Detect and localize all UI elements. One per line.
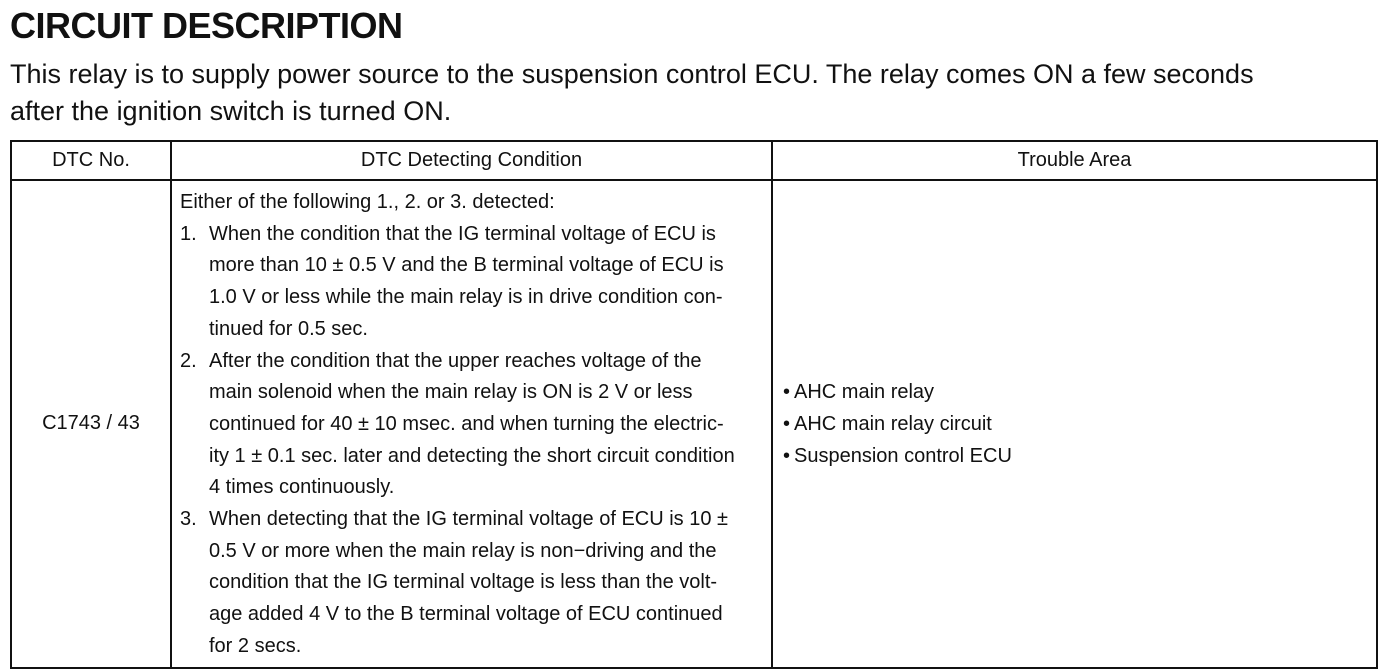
condition-line: age added 4 V to the B terminal voltage of ECU continued bbox=[209, 603, 723, 626]
condition-list bbox=[180, 219, 765, 663]
table-header-row bbox=[11, 141, 1377, 180]
trouble-area-item bbox=[783, 440, 1376, 472]
condition-line: When the condition that the IG terminal voltage of ECU is bbox=[209, 222, 716, 245]
trouble-area-cell bbox=[772, 180, 1377, 668]
trouble-area-list bbox=[783, 376, 1376, 472]
condition-line: 1.0 V or less while the main relay is in drive condition con- bbox=[209, 286, 723, 309]
condition-number: 3. bbox=[180, 508, 197, 531]
condition-item bbox=[180, 346, 765, 505]
bullet-icon: • bbox=[783, 444, 791, 467]
condition-intro: Either of the following 1., 2. or 3. detected: bbox=[180, 191, 555, 213]
condition-number: 1. bbox=[180, 222, 197, 245]
intro-paragraph bbox=[10, 56, 1386, 130]
trouble-area-label: Suspension control ECU bbox=[794, 444, 1012, 467]
header-detecting-condition: DTC Detecting Condition bbox=[171, 141, 772, 180]
dtc-table bbox=[10, 140, 1378, 669]
condition-line: continued for 40 ± 10 msec. and when turning the electric- bbox=[209, 412, 724, 435]
condition-item bbox=[180, 219, 765, 346]
condition-line: When detecting that the IG terminal voltage of ECU is 10 ± bbox=[209, 508, 729, 531]
condition-line: more than 10 ± 0.5 V and the B terminal voltage of ECU is bbox=[209, 254, 724, 277]
condition-item bbox=[180, 504, 765, 663]
header-dtc-no: DTC No. bbox=[11, 141, 171, 180]
condition-line: ity 1 ± 0.1 sec. later and detecting the short circuit condition bbox=[209, 444, 735, 467]
intro-line: after the ignition switch is turned ON. bbox=[10, 96, 452, 126]
condition-line: 0.5 V or more when the main relay is non−driving and the bbox=[209, 539, 717, 562]
trouble-area-label: AHC main relay bbox=[794, 380, 935, 403]
condition-line: for 2 secs. bbox=[209, 634, 302, 657]
section-heading: CIRCUIT DESCRIPTION bbox=[10, 5, 403, 46]
trouble-area-item bbox=[783, 408, 1376, 440]
condition-line: condition that the IG terminal voltage is less than the volt- bbox=[209, 571, 718, 594]
condition-line: After the condition that the upper reaches voltage of the bbox=[209, 349, 702, 372]
dtc-number-cell: C1743 / 43 bbox=[11, 180, 171, 668]
detecting-condition-cell bbox=[171, 180, 772, 668]
condition-number: 2. bbox=[180, 349, 197, 372]
intro-line: This relay is to supply power source to the suspension control ECU. The relay comes ON a few seconds bbox=[10, 59, 1254, 89]
trouble-area-item bbox=[783, 376, 1376, 408]
table-row bbox=[11, 180, 1377, 668]
condition-line: 4 times continuously. bbox=[209, 476, 395, 499]
trouble-area-label: AHC main relay circuit bbox=[794, 412, 992, 435]
bullet-icon: • bbox=[783, 380, 791, 403]
condition-line: main solenoid when the main relay is ON is 2 V or less bbox=[209, 381, 693, 404]
condition-line: tinued for 0.5 sec. bbox=[209, 317, 368, 340]
header-trouble-area: Trouble Area bbox=[772, 141, 1377, 180]
bullet-icon: • bbox=[783, 412, 791, 435]
